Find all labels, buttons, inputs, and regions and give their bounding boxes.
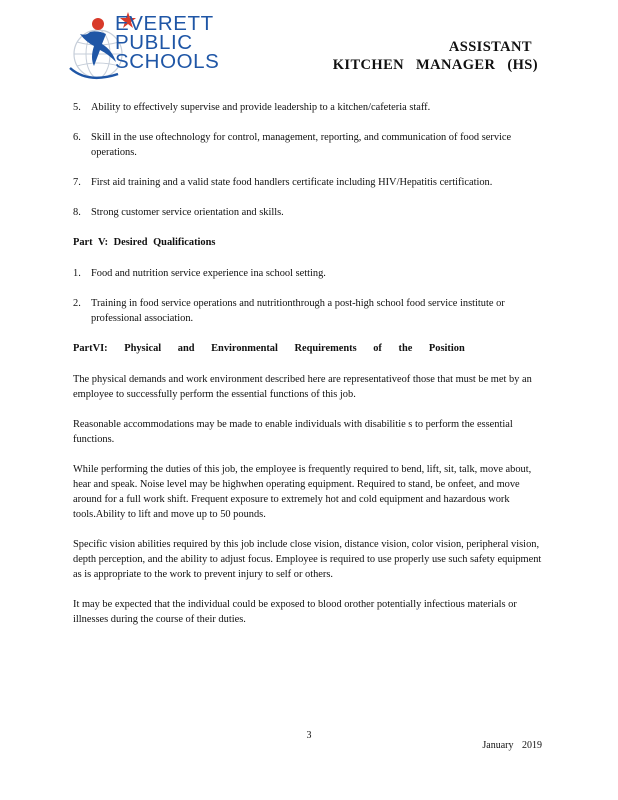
list-item xyxy=(73,296,543,326)
title-line-2: KITCHEN MANAGER (HS) xyxy=(332,57,538,73)
list-number: 5. xyxy=(73,102,81,113)
list-item xyxy=(73,175,543,190)
page-number: 3 xyxy=(306,730,312,741)
list-text: Training in food service operations and nutritionthrough a post-high school food service institute or professional association. xyxy=(91,298,505,324)
logo-line-public: PUBLIC xyxy=(115,31,193,54)
section-heading-part-v: Part V: Desired Qualifications xyxy=(73,237,216,248)
list-number: 6. xyxy=(73,132,81,143)
list-number: 1. xyxy=(73,268,81,279)
document-date: January 2019 xyxy=(482,740,542,751)
list-text: First aid training and a valid state food handlers certificate including HIV/Hepatitis certification. xyxy=(91,177,493,188)
list-item xyxy=(73,130,543,160)
list-number: 8. xyxy=(73,207,81,218)
paragraph: Reasonable accommodations may be made to enable individuals with disabilitie s to perform the essential functions. xyxy=(73,419,513,445)
document-body xyxy=(73,100,543,642)
title-line-1: ASSISTANT xyxy=(448,39,532,55)
paragraph: While performing the duties of this job, the employee is frequently required to bend, lift, sit, talk, move about, hear and speak. Noise level may be highwhen operating equipment. Required to stand, be onfeet, and move around for a full work shift. Frequent exposure to extremely hot and cold equipment and hazardous work tools.Ability to lift and move up to 50 pounds. xyxy=(73,464,532,520)
list-item xyxy=(73,100,543,115)
paragraph: Specific vision abilities required by this job include close vision, distance vision, color vision, peripheral vision, depth perception, and the ability to adjust focus. Employee is required to use properly use such safety equipment as is appropriate to the work to prevent injury to self or others. xyxy=(73,539,542,580)
list-text: Food and nutrition service experience ina school setting. xyxy=(91,268,326,279)
section-heading-part-vi: PartVI: Physical and Environmental Requirements of the Position xyxy=(73,343,465,354)
logo-wordmark xyxy=(115,14,219,71)
list-text: Strong customer service orientation and skills. xyxy=(91,207,284,218)
list-item xyxy=(73,266,543,281)
list-text: Skill in the use oftechnology for control, management, reporting, and communication of food service operations. xyxy=(91,132,512,158)
document-title xyxy=(333,38,538,74)
logo-line-everett: EVERETT xyxy=(115,12,214,35)
logo-line-schools: SCHOOLS xyxy=(115,50,220,73)
list-text: Ability to effectively supervise and provide leadership to a kitchen/cafeteria staff. xyxy=(91,102,431,113)
list-number: 2. xyxy=(73,298,81,309)
list-item xyxy=(73,205,543,220)
paragraph: The physical demands and work environment described here are representativeof those that must be met by an employee to successfully perform the essential functions of this job. xyxy=(73,374,532,400)
paragraph: It may be expected that the individual could be exposed to blood orother potentially infectious materials or illnesses during the course of their duties. xyxy=(73,599,517,625)
list-number: 7. xyxy=(73,177,81,188)
